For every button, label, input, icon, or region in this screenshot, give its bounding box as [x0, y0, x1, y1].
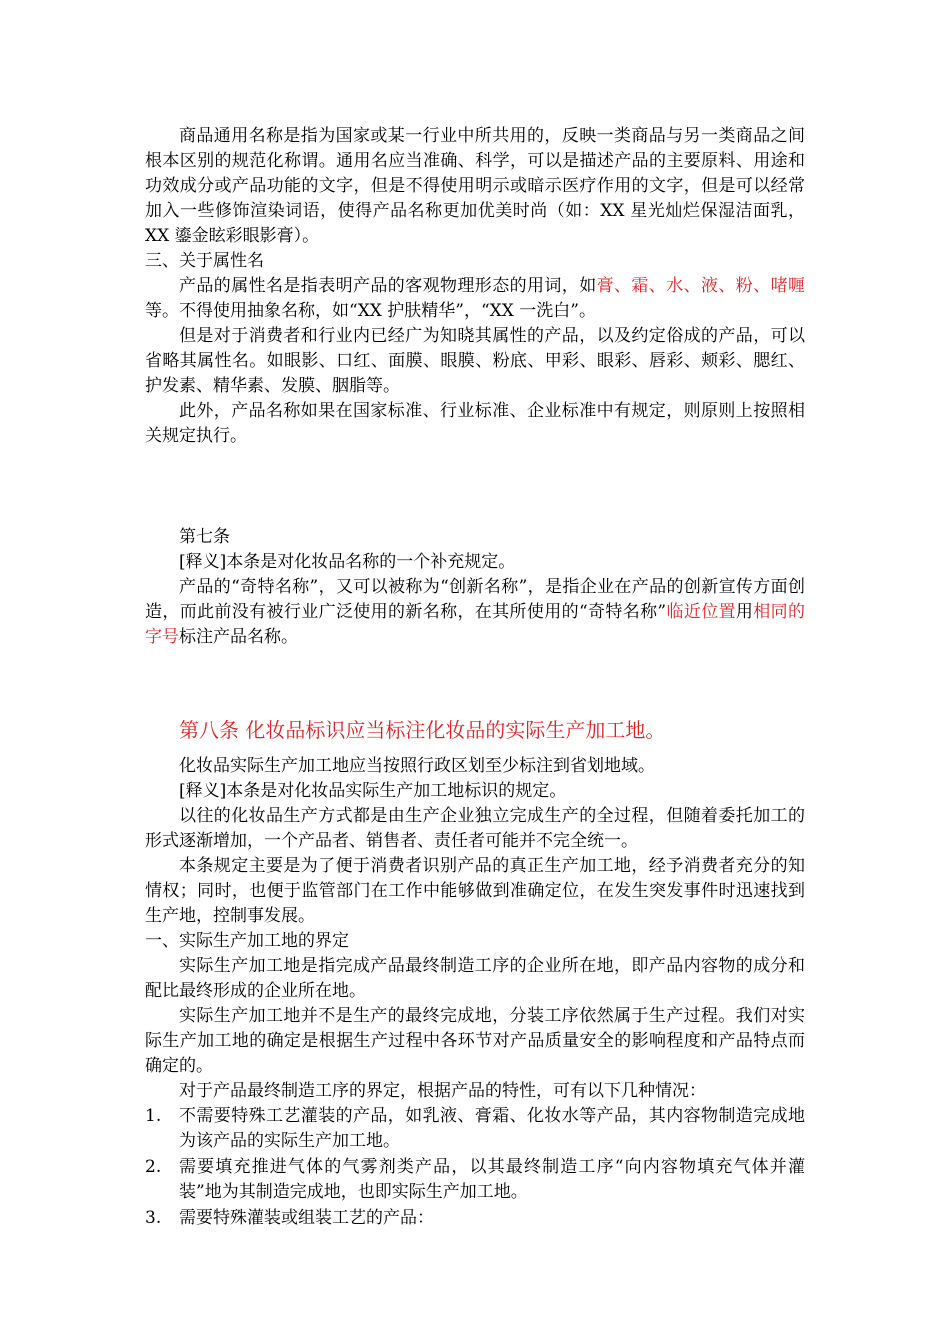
list-text: 需要特殊灌装或组装工艺的产品：: [179, 1208, 434, 1228]
document-page: [145, 124, 805, 1232]
paragraph: 但是对于消费者和行业内已经广为知晓其属性的产品，以及约定俗成的产品，可以省略其属性名。如眼影、口红、面膜、眼膜、粉底、甲彩、眼彩、唇彩、颊彩、腮红、护发素、精华素、发膜、胭脂等。: [145, 326, 805, 396]
paragraph: [145, 274, 805, 324]
list-text: 不需要特殊工艺灌装的产品，如乳液、膏霜、化妆水等产品，其内容物制造完成地为该产品的实际生产加工地。: [179, 1106, 805, 1151]
list-number: 1.: [145, 1106, 162, 1126]
paragraph: 化妆品实际生产加工地应当按照行政区划至少标注到省划地域。: [179, 756, 655, 776]
article-title: 第七条: [179, 527, 230, 547]
text-run: 产品的“奇特名称”，又可以被称为“创新名称”，是指企业在产品的创新宣传方面创造，而此前没有被行业广泛使用的新名称，在其所使用的“奇特名称”: [145, 577, 805, 622]
paragraph: 以往的化妆品生产方式都是由生产企业独立完成生产的全过程，但随着委托加工的形式逐渐增加，一个产品者、销售者、责任者可能并不完全统一。: [145, 806, 805, 851]
text-run: 标注产品名称。: [179, 627, 298, 647]
highlighted-text: 相同的字号: [145, 602, 805, 647]
text-run: 产品的属性名是指表明产品的客观物理形态的用词，如: [179, 276, 597, 296]
list-item: [145, 1206, 805, 1231]
article-heading: 第八条 化妆品标识应当标注化妆品的实际生产加工地。: [179, 718, 666, 742]
list-number: 3.: [145, 1208, 162, 1228]
section-heading: 一、实际生产加工地的界定: [145, 931, 349, 951]
paragraph: 本条规定主要是为了便于消费者识别产品的真正生产加工地，经予消费者充分的知情权；同时，也便于监管部门在工作中能够做到准确定位，在发生突发事件时迅速找到生产地，控制事发展。: [145, 856, 805, 926]
article-note: [释义]本条是对化妆品实际生产加工地标识的规定。: [179, 781, 567, 801]
list-item: [145, 1104, 805, 1154]
article-note: [释义]本条是对化妆品名称的一个补充规定。: [179, 552, 516, 572]
highlighted-text: 膏、霜、水、液、粉、啫喱: [596, 276, 806, 296]
highlighted-text: 临近位置: [666, 602, 736, 622]
text-run: 用: [735, 602, 754, 622]
list-item: [145, 1155, 805, 1205]
paragraph: 对于产品最终制造工序的界定，根据产品的特性，可有以下几种情况：: [179, 1081, 706, 1101]
list-number: 2.: [145, 1157, 162, 1177]
section-heading: 三、关于属性名: [145, 251, 264, 271]
paragraph: [145, 575, 805, 650]
paragraph: 商品通用名称是指为国家或某一行业中所共用的，反映一类商品与另一类商品之间根本区别的规范化称谓。通用名应当准确、科学，可以是描述产品的主要原料、用途和功效成分或产品功能的文字，但是不得使用明示或暗示医疗作用的文字，但是可以经常加入一些修饰渲染词语，使得产品名称更加优美时尚（如：XX 星光灿烂保湿洁面乳，XX 鎏金眩彩眼影膏）。: [145, 126, 805, 246]
text-run: 等。不得使用抽象名称，如“XX 护肤精华”，“XX 一洗白”。: [145, 301, 596, 321]
paragraph: 实际生产加工地并不是生产的最终完成地，分装工序依然属于生产过程。我们对实际生产加工地的确定是根据生产过程中各环节对产品质量安全的影响程度和产品特点而确定的。: [145, 1006, 805, 1076]
list-text: 需要填充推进气体的气雾剂类产品，以其最终制造工序“向内容物填充气体并灌装”地为其制造完成地，也即实际生产加工地。: [179, 1157, 805, 1202]
paragraph: 此外，产品名称如果在国家标准、行业标准、企业标准中有规定，则原则上按照相关规定执行。: [145, 401, 805, 446]
paragraph: 实际生产加工地是指完成产品最终制造工序的企业所在地，即产品内容物的成分和配比最终形成的企业所在地。: [145, 956, 805, 1001]
